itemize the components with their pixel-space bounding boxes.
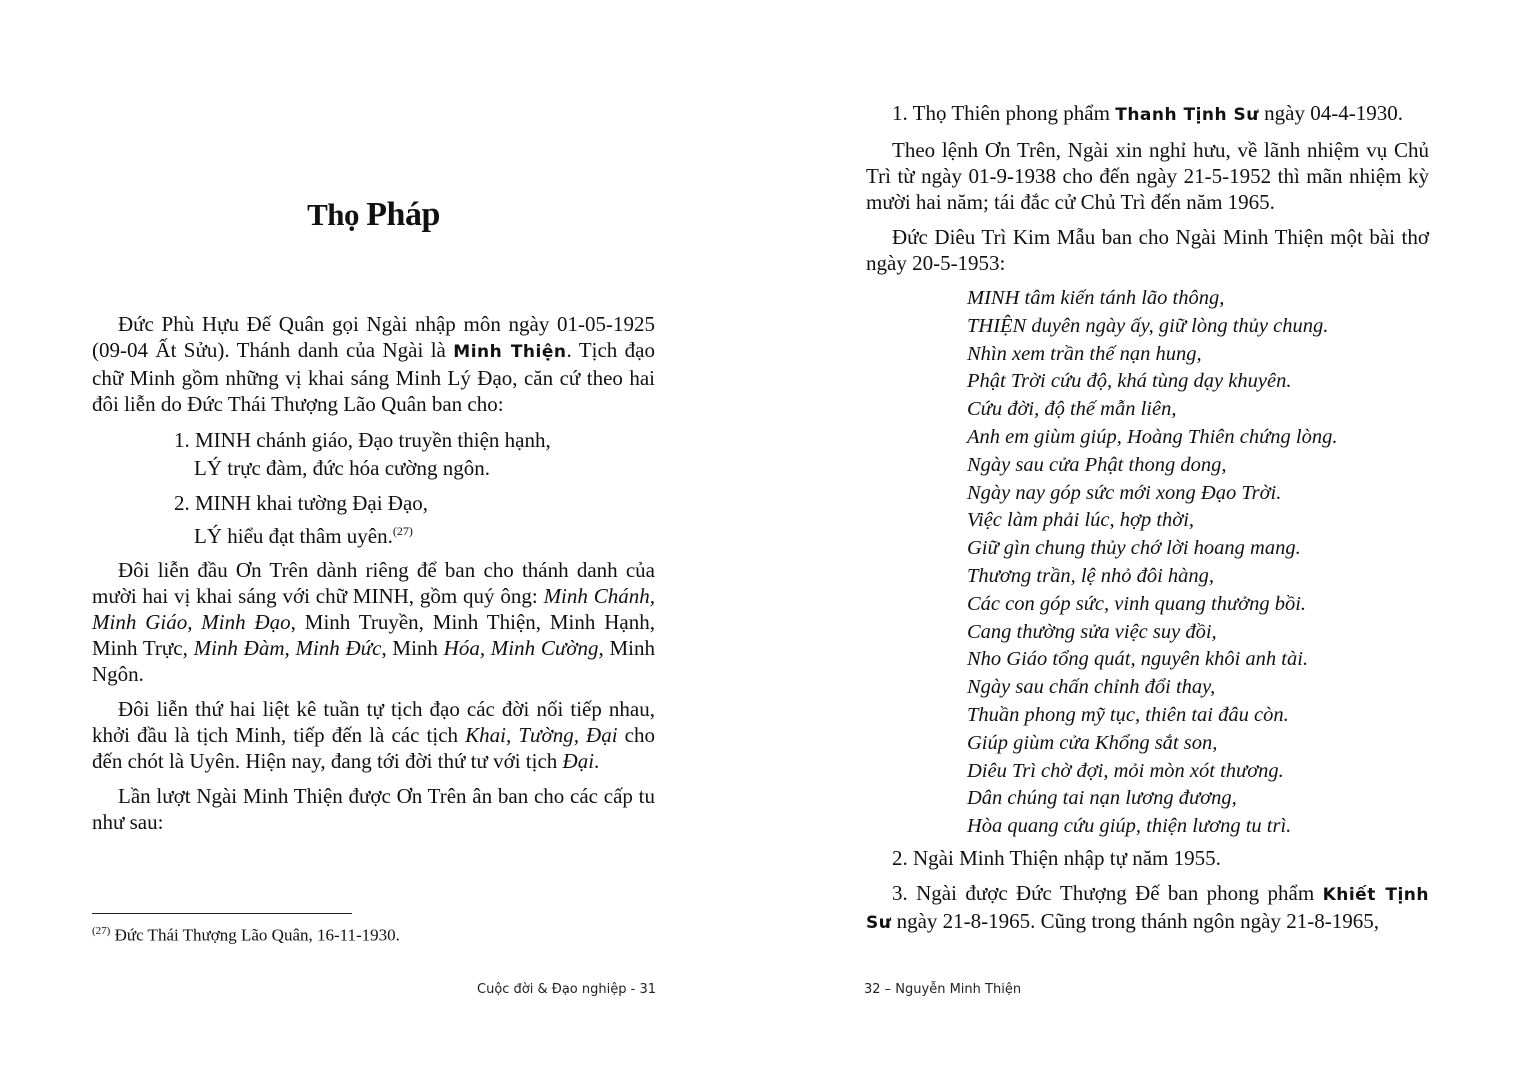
poem-line: Nhìn xem trần thế nạn hung, [967, 342, 1202, 365]
poem-line: Ngày nay góp sức mới xong Đạo Trời. [967, 481, 1282, 504]
paragraph-poem-intro: Đức Diêu Trì Kim Mẫu ban cho Ngài Minh Thiện một bài thơ ngày 20-5-1953: [866, 225, 1429, 275]
para3-text-a: Đôi liễn thứ hai liệt kê tuần tự tịch đạo các đời nối tiếp nhau, khởi đầu là tịch Minh, tiếp đến là các tịch [92, 697, 655, 747]
poem-line: Nho Giáo tổng quát, nguyên khôi anh tài. [967, 648, 1309, 671]
poem-line: Cứu đời, độ thế mẫn liên, [967, 398, 1177, 421]
poem-line: Giữ gìn chung thủy chớ lời hoang mang. [967, 537, 1301, 560]
poem-line: Các con góp sức, vinh quang thưởng bồi. [967, 592, 1307, 615]
couplet-1 [174, 426, 655, 482]
item3-text-a: 3. Ngài được Đức Thượng Đế ban phong phẩm [892, 880, 1323, 905]
para2-text-a: Đôi liễn đầu Ơn Trên dành riêng để ban cho thánh danh của mười hai vị khai sáng với chữ MINH, gồm quý ông: [92, 558, 655, 608]
page-title [92, 196, 655, 234]
footnote-divider [92, 913, 352, 914]
paragraph-2 [92, 557, 655, 687]
para3-text-c: . [594, 749, 600, 773]
couplet-2-line-1 [174, 489, 655, 517]
footnote-text: Đức Thái Thượng Lão Quân, 16-11-1930. [110, 925, 400, 945]
couplet-2-line-2-text: LÝ hiểu đạt thâm uyên. [194, 524, 393, 548]
para1-text-a: Đức Phù Hựu Đế Quân gọi Ngài nhập môn ngày 01-05-1925 (09-04 Ất Sửu). Thánh danh của Ngài là [92, 312, 655, 362]
poem-line: THIỆN duyên ngày ấy, giữ lòng thủy chung. [967, 314, 1329, 337]
item3-text-b: ngày 21-8-1965. Cũng trong thánh ngôn ngày 21-8-1965, [891, 908, 1379, 933]
poem-line: Ngày sau chấn chỉnh đổi thay, [967, 676, 1216, 699]
item-1 [866, 100, 1429, 128]
para1-text-b: . Tịch đạo chữ Minh gồm những vị khai sáng Minh Lý Đạo, căn cứ theo hai đôi liễn do Đức Thái Thượng Lão Quân ban cho: [92, 338, 655, 416]
para2-text-b: , Minh Truyền, Minh Thiện, Minh Hạnh, Minh Trực, [92, 610, 655, 660]
rank-title-2: Khiết Tịnh Sư [866, 884, 1429, 933]
poem-line: Diêu Trì chờ đợi, mỏi mòn xót thương. [967, 759, 1284, 782]
left-page [0, 0, 760, 1075]
poem-line: Dân chúng tai nạn lương đương, [967, 787, 1237, 810]
couplet-1-line-1: 1. MINH chánh giáo, Đạo truyền thiện hạnh, [174, 428, 551, 452]
item1-text-b: ngày 04-4-1930. [1258, 101, 1403, 125]
poem-line: Ngày sau cửa Phật thong dong, [967, 453, 1227, 476]
couplet-1-line-2: LÝ trực đàm, đức hóa cường ngôn. [194, 456, 491, 480]
couplet-2-line-1-text: 2. MINH khai tường Đại Đạo, [174, 491, 429, 515]
dharma-name: Minh Thiện [453, 342, 567, 362]
poem-line: Anh em giùm giúp, Hoàng Thiên chứng lòng. [967, 425, 1338, 448]
title-word-2: Pháp [366, 196, 440, 233]
footnote-number: (27) [92, 925, 111, 937]
poem-line: Thuần phong mỹ tục, thiên tai đâu còn. [967, 703, 1289, 726]
rank-title-1: Thanh Tịnh Sư [1115, 105, 1259, 125]
item1-text-a: 1. Thọ Thiên phong phẩm [892, 101, 1116, 125]
para2-text-c: , Minh [381, 636, 444, 660]
title-word-1: Thọ [307, 197, 360, 232]
footnote-ref: (27) [392, 524, 413, 538]
para2-italic-3: Hóa, Minh Cường [443, 636, 599, 660]
right-body [866, 100, 1429, 945]
page-footer-right: 32 – Nguyễn Minh Thiện [864, 982, 1022, 997]
para3-italic-2: Đại [562, 749, 595, 773]
couplet-2 [174, 489, 655, 550]
paragraph-service: Theo lệnh Ơn Trên, Ngài xin nghỉ hưu, về lãnh nhiệm vụ Chủ Trì từ ngày 01-9-1938 cho đến ngày 21-5-1952 thì mãn nhiệm kỳ mười hai năm; tái đắc cử Chủ Trì đến năm 1965. [866, 138, 1429, 214]
poem-line: Giúp giùm cửa Khổng sắt son, [967, 731, 1218, 754]
item-3 [866, 880, 1429, 936]
item-2: 2. Ngài Minh Thiện nhập tự năm 1955. [892, 845, 1221, 870]
para2-text-d: , Minh Ngôn. [92, 636, 655, 686]
left-body [92, 311, 655, 844]
para2-italic-1: Minh Chánh, Minh Giáo, Minh Đạo [92, 584, 655, 634]
para3-text-b: cho đến chót là Uyên. Hiện nay, đang tới đời thứ tư với tịch [92, 723, 655, 773]
poem-line: Cang thường sửa việc suy đồi, [967, 620, 1217, 643]
para3-italic-1: Khai, Tường, Đại [465, 723, 618, 747]
poem-line: Hòa quang cứu giúp, thiện lương tu trì. [967, 815, 1292, 838]
couplet-2-line-2 [174, 517, 655, 550]
poem-line: Việc làm phải lúc, hợp thời, [967, 509, 1195, 532]
paragraph-1 [92, 311, 655, 417]
poem-line: Phật Trời cứu độ, khá tùng dạy khuyên. [967, 370, 1292, 393]
page-footer-left: Cuộc đời & Đạo nghiệp - 31 [477, 982, 656, 997]
footnote [92, 925, 400, 946]
paragraph-4: Lần lượt Ngài Minh Thiện được Ơn Trên ân ban cho các cấp tu như sau: [92, 784, 655, 834]
para2-italic-2: Minh Đàm, Minh Đức [193, 636, 382, 660]
right-page [760, 0, 1521, 1075]
poem-line: MINH tâm kiến tánh lão thông, [967, 287, 1225, 309]
poem-line: Thương trần, lệ nhỏ đôi hàng, [967, 564, 1215, 587]
poem [967, 285, 1429, 841]
paragraph-3 [92, 696, 655, 774]
